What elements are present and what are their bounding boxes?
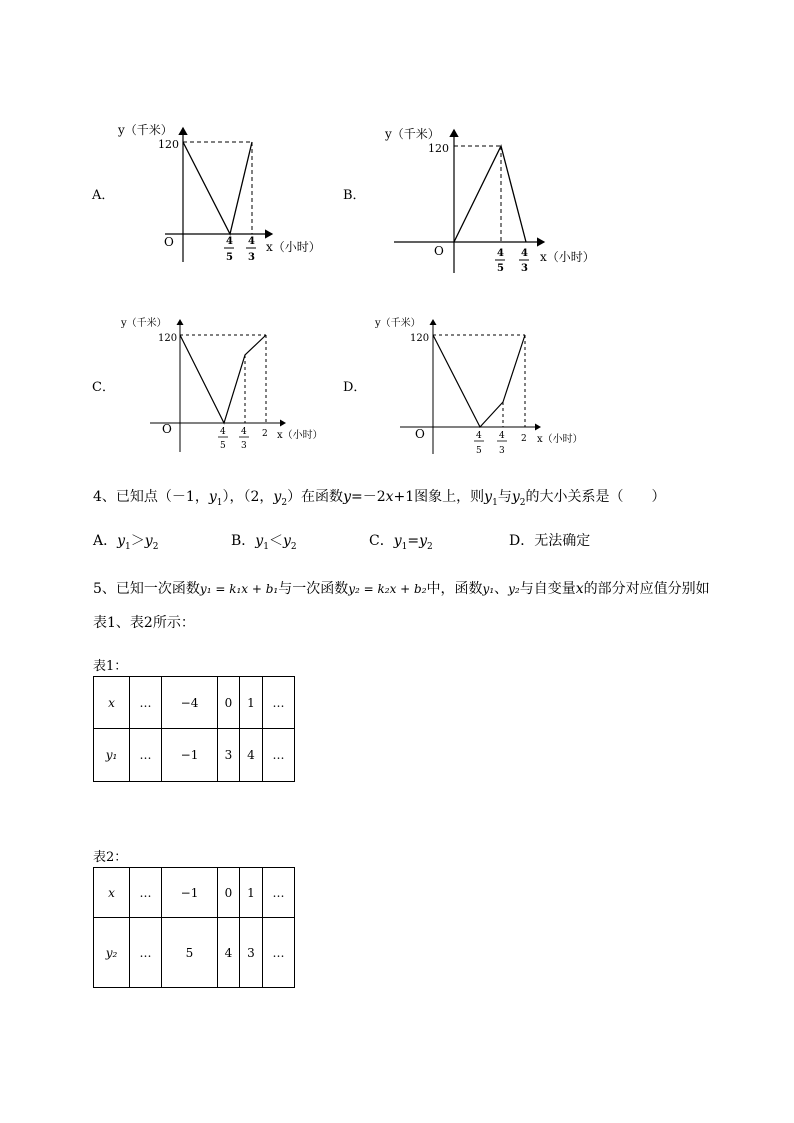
tick-4-5-den: 5	[497, 263, 504, 274]
q4-option-c[interactable]: C．$y_1=y_2$	[369, 533, 433, 552]
graph-line	[180, 335, 266, 423]
tick-4-5-num: 4	[226, 236, 233, 247]
q5-text-d: 与自变量	[519, 581, 576, 597]
y-tick-120: 120	[428, 142, 449, 155]
question-5-line-2: 表1、表2所示：	[93, 615, 195, 631]
q4-option-b-letter: B．	[231, 533, 256, 549]
q5-sep: 、	[494, 581, 509, 597]
table-cell: 5	[162, 918, 218, 988]
table-cell: …	[263, 918, 295, 988]
q5-text-b: 与一次函数	[278, 581, 349, 597]
q4-func-end: +1图象上，则	[393, 489, 485, 505]
table-cell: 4	[240, 729, 263, 782]
q4-func-x: x	[385, 489, 394, 505]
table-cell: …	[130, 918, 162, 988]
option-b-letter: B．	[343, 188, 366, 203]
table-2-caption: 表2：	[93, 850, 128, 865]
tick-4-3-den: 3	[499, 446, 505, 456]
tick-4-5-den: 5	[220, 441, 226, 451]
q4-option-c-y2: y	[419, 533, 428, 549]
tick-4-5-num: 4	[220, 427, 226, 437]
table-cell: …	[130, 868, 162, 918]
table-2-row-x	[94, 868, 295, 918]
q5-formula-2: y₂ = k₂x + b₂	[348, 582, 427, 596]
q4-prefix: 4、已知点（－1，	[93, 489, 209, 505]
option-a-letter: A．	[92, 188, 115, 203]
q5-var-y1: y₁	[482, 582, 495, 596]
graph-line	[454, 146, 526, 242]
table-cell: …	[130, 677, 162, 729]
origin-label: O	[164, 235, 174, 249]
q4-option-a-letter: A．	[93, 533, 118, 549]
origin-label: O	[434, 244, 444, 258]
q4-option-b-rel: ＜	[268, 533, 283, 549]
q4-y2: y	[273, 489, 282, 505]
q5-var-x: x	[575, 581, 584, 597]
q5-text-c: 中，函数	[426, 581, 483, 597]
q4-y2-ref: y	[511, 489, 520, 505]
q4-func-y: y	[343, 489, 351, 505]
table-cell: …	[263, 677, 295, 729]
tick-4-5-num: 4	[476, 431, 482, 441]
q5-var-y2: y₂	[508, 582, 520, 596]
y-axis-label: y（千米）	[375, 318, 421, 329]
table-cell: 0	[218, 868, 240, 918]
table-2-row-y2	[94, 918, 295, 988]
graph-line	[183, 142, 252, 234]
tick-4-5-den: 5	[476, 446, 482, 456]
q4-option-b-y1: y	[255, 533, 264, 549]
table-cell: 1	[240, 868, 263, 918]
table-cell: 1	[240, 677, 263, 729]
graph-c	[115, 312, 345, 457]
y-tick-120: 120	[158, 138, 179, 151]
table-1-row-y1	[94, 729, 295, 782]
option-c-letter: C．	[92, 380, 115, 395]
origin-label: O	[415, 427, 425, 441]
tick-2: 2	[262, 429, 268, 439]
q4-option-d-letter: D．	[509, 533, 535, 549]
tick-4-3-num: 4	[241, 427, 247, 437]
q4-option-b[interactable]: B．$y_1<y_2$	[231, 533, 297, 552]
origin-label: O	[162, 422, 172, 436]
tick-4-3-num: 4	[499, 431, 505, 441]
question-5-line-1	[93, 578, 710, 598]
q4-option-c-rel: =	[407, 533, 420, 549]
table-cell: −4	[162, 677, 218, 729]
q4-option-b-y2: y	[282, 533, 291, 549]
q4-y1: y	[208, 489, 217, 505]
x-axis-label: x（小时）	[537, 434, 583, 445]
table-cell: −1	[162, 729, 218, 782]
y-axis-label: y（千米）	[118, 123, 173, 137]
tick-4-5-den: 5	[226, 252, 233, 263]
q4-option-a-y2: y	[144, 533, 153, 549]
table-cell: x	[94, 677, 130, 729]
graph-d	[370, 312, 610, 460]
x-axis-label: x（小时）	[266, 240, 321, 254]
table-cell: x	[94, 868, 130, 918]
table-cell: …	[263, 868, 295, 918]
graph-line	[433, 335, 525, 427]
table-1	[93, 676, 295, 782]
tick-4-3-num: 4	[521, 248, 528, 259]
tick-4-3-num: 4	[248, 236, 255, 247]
q4-end: 的大小关系是（ ）	[525, 489, 666, 505]
q4-option-d[interactable]	[509, 530, 590, 550]
q4-func-rest: =－2	[350, 489, 386, 505]
y-axis-label: y（千米）	[121, 318, 167, 329]
option-d-letter: D．	[343, 380, 367, 395]
graph-b	[380, 118, 610, 280]
q4-mid2: ）在函数	[287, 489, 344, 505]
tick-4-3-den: 3	[241, 441, 247, 451]
question-4-text: 4、已知点（－1，$y_1$），（2，$y_2$）在函数y=－2x+1图象上，则$y_1$与$y_2$的大小关系是（ ）	[93, 489, 666, 508]
tick-4-3-den: 3	[248, 252, 255, 263]
y-axis-label: y（千米）	[385, 127, 440, 141]
table-cell: …	[130, 729, 162, 782]
q5-text-a: 5、已知一次函数	[93, 581, 200, 597]
table-cell: 3	[218, 729, 240, 782]
q4-mid3: 与	[497, 489, 512, 505]
table-1-caption: 表1：	[93, 659, 128, 674]
tick-4-5-num: 4	[497, 248, 504, 259]
q4-option-a-y1: y	[117, 533, 126, 549]
q4-option-a[interactable]: A．$y_1>y_2$	[93, 533, 159, 552]
tick-2: 2	[521, 434, 527, 444]
y-tick-120: 120	[158, 333, 178, 344]
table-2	[93, 867, 295, 988]
q5-formula-1: y₁ = k₁x + b₁	[199, 582, 279, 596]
q4-option-c-y1: y	[393, 533, 402, 549]
table-1-row-x	[94, 677, 295, 729]
x-axis-label: x（小时）	[277, 430, 323, 441]
q5-text-e: 的部分对应值分别如	[583, 581, 710, 597]
q4-option-c-letter: C．	[369, 533, 394, 549]
table-cell: 4	[218, 918, 240, 988]
q4-y1-ref: y	[484, 489, 493, 505]
table-cell: y₁	[94, 729, 130, 782]
q4-mid1: ），（2，	[222, 489, 274, 505]
table-cell: …	[263, 729, 295, 782]
y-tick-120: 120	[410, 333, 430, 344]
table-cell: 0	[218, 677, 240, 729]
q4-option-d-text: 无法确定	[534, 533, 591, 549]
x-axis-label: x（小时）	[540, 250, 595, 264]
graph-a	[110, 112, 350, 272]
table-cell: y₂	[94, 918, 130, 988]
table-cell: 3	[240, 918, 263, 988]
tick-4-3-den: 3	[521, 263, 528, 274]
table-cell: −1	[162, 868, 218, 918]
q4-option-a-rel: ＞	[130, 533, 145, 549]
